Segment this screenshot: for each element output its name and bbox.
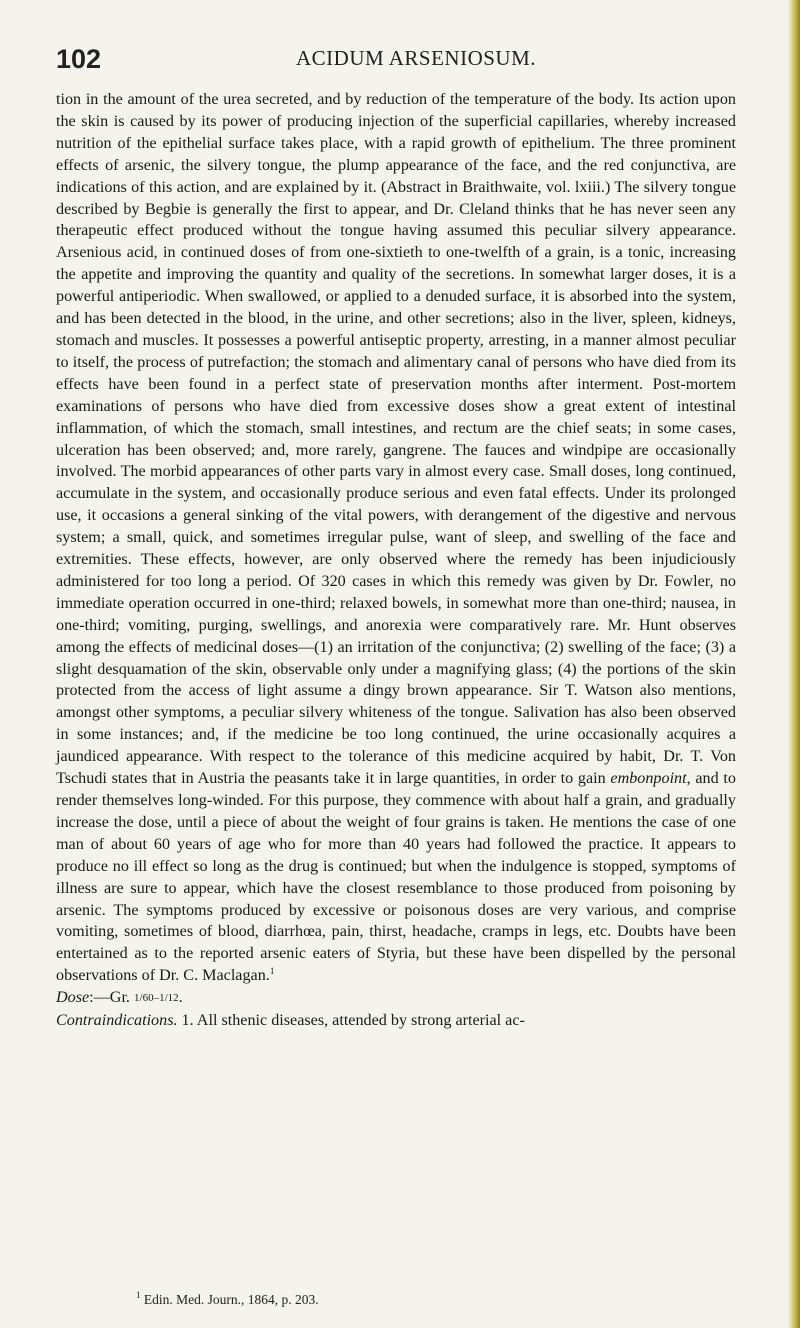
body-text	[56, 89, 736, 1032]
contraindications-label: Contraindications.	[56, 1012, 178, 1030]
main-paragraph	[56, 89, 736, 987]
dose-end: .	[178, 989, 183, 1007]
footnote-text: Edin. Med. Journ., 1864, p. 203.	[140, 1292, 319, 1307]
running-head: ACIDUM ARSENIOSUM.	[295, 46, 537, 70]
main-paragraph-part-a: tion in the amount of the urea secreted, and by reduction of the temperature of the body. Its action upon the skin is caused by its power of producing injection of the superficial capillaries, whereby increased nutrition of the epithelial surface takes place, with a rapid growth of epithelium. The three prominent effects of arsenic, the silvery tongue, the plump appearance of the face, and the red conjunctiva, are indications of this action, and are explained by it. (Abstract in Braithwaite, vol. lxiii.) The silvery tongue described by Begbie is generally the first to appear, and Dr. Cleland thinks that he has never seen any therapeutic effect produced without the tongue having assumed this peculiar silvery appearance. Arsenious acid, in continued doses of from one-sixtieth to one-twelfth of a grain, is a tonic, increasing the appetite and improving the quantity and quality of the secretions. In somewhat larger doses, it is a powerful antiperiodic. When swallowed, or applied to a denuded surface, it is absorbed into the system, and has been detected in the blood, in the urine, and other secretions; also in the liver, spleen, kidneys, stomach and muscles. It possesses a powerful antiseptic property, arresting, in a manner almost peculiar to itself, the process of putrefaction; the stomach and alimentary canal of persons who have died from its effects have been found in a perfect state of preservation months after interment. Post-mortem examinations of persons who have died from excessive doses show a great extent of intestinal inflammation, of which the stomach, small intestines, and rectum are the chief seats; in some cases, ulceration has been observed; and, more rarely, gangrene. The fauces and windpipe are occasionally involved. The morbid appearances of other parts vary in almost every case. Small doses, long continued, accumulate in the system, and occasionally produce serious and even fatal effects. Under its prolonged use, it occasions a general sinking of the vital powers, with derangement of the digestive and nervous system; a small, quick, and sometimes irregular pulse, want of sleep, and swelling of the face and extremities. These effects, however, are only observed where the remedy has been injudiciously administered for too long a period. Of 320 cases in which this remedy was given by Dr. Fowler, no immediate operation occurred in one-third; relaxed bowels, in somewhat more than one-third; nausea, in one-third; vomiting, purging, swellings, and anorexia were comparatively rare. Mr. Hunt observes among the effects of medicinal doses—(1) an irritation of the conjunctiva; (2) swelling of the face; (3) a slight desquamation of the skin, observable only under a magnifying glass; (4) the portions of the skin protected from the access of light assume a dingy brown appearance. Sir T. Watson also mentions, amongst other symptoms, a peculiar silvery whiteness of the tongue. Salivation has also been observed in some instances; and, if the medicine be too long continued, the urine occasionally acquires a jaundiced appearance. With respect to the tolerance of this medicine acquired by habit, Dr. T. Von Tschudi states that in Austria the peasants take it in large quantities, in order to gain	[56, 91, 736, 788]
main-paragraph-part-b: , and to render themselves long-winded. For this purpose, they commence with about half a grain, and gradually increase the dose, until a piece of about the weight of four grains is taken. He mentions the case of one man of about 60 years of age who for more than 40 years had followed the practice. It appears to produce no ill effect so long as the drug is continued; but when the indulgence is stopped, symptoms of illness are sure to appear, which have the closest resemblance to those produced from poisoning by arsenic. The symptoms produced by excessive or poisonous doses are very various, and comprise vomiting, sometimes of blood, diarrhœa, pain, thirst, headache, cramps in legs, etc. Doubts have been entertained as to the reported arsenic eaters of Styria, but these have been dispelled by the personal observations of Dr. C. Maclagan.	[56, 770, 736, 985]
dose-value: 1/60–1/12	[134, 992, 179, 1005]
footnote-marker: 1	[136, 1290, 141, 1300]
dose-label: Dose	[56, 989, 90, 1007]
contraindications-text: 1. All sthenic diseases, attended by strong arterial ac-	[177, 1012, 525, 1030]
page-number: 102	[56, 44, 102, 74]
page-header	[56, 44, 736, 80]
footnote-reference: 1	[269, 966, 275, 977]
page-edge-shading	[788, 0, 800, 1328]
dose-separator: :—Gr.	[89, 989, 135, 1007]
dose-line	[56, 987, 736, 1010]
contraindications-line	[56, 1010, 736, 1032]
footnote	[136, 1292, 696, 1308]
emphasis-term: embonpoint	[610, 770, 687, 788]
